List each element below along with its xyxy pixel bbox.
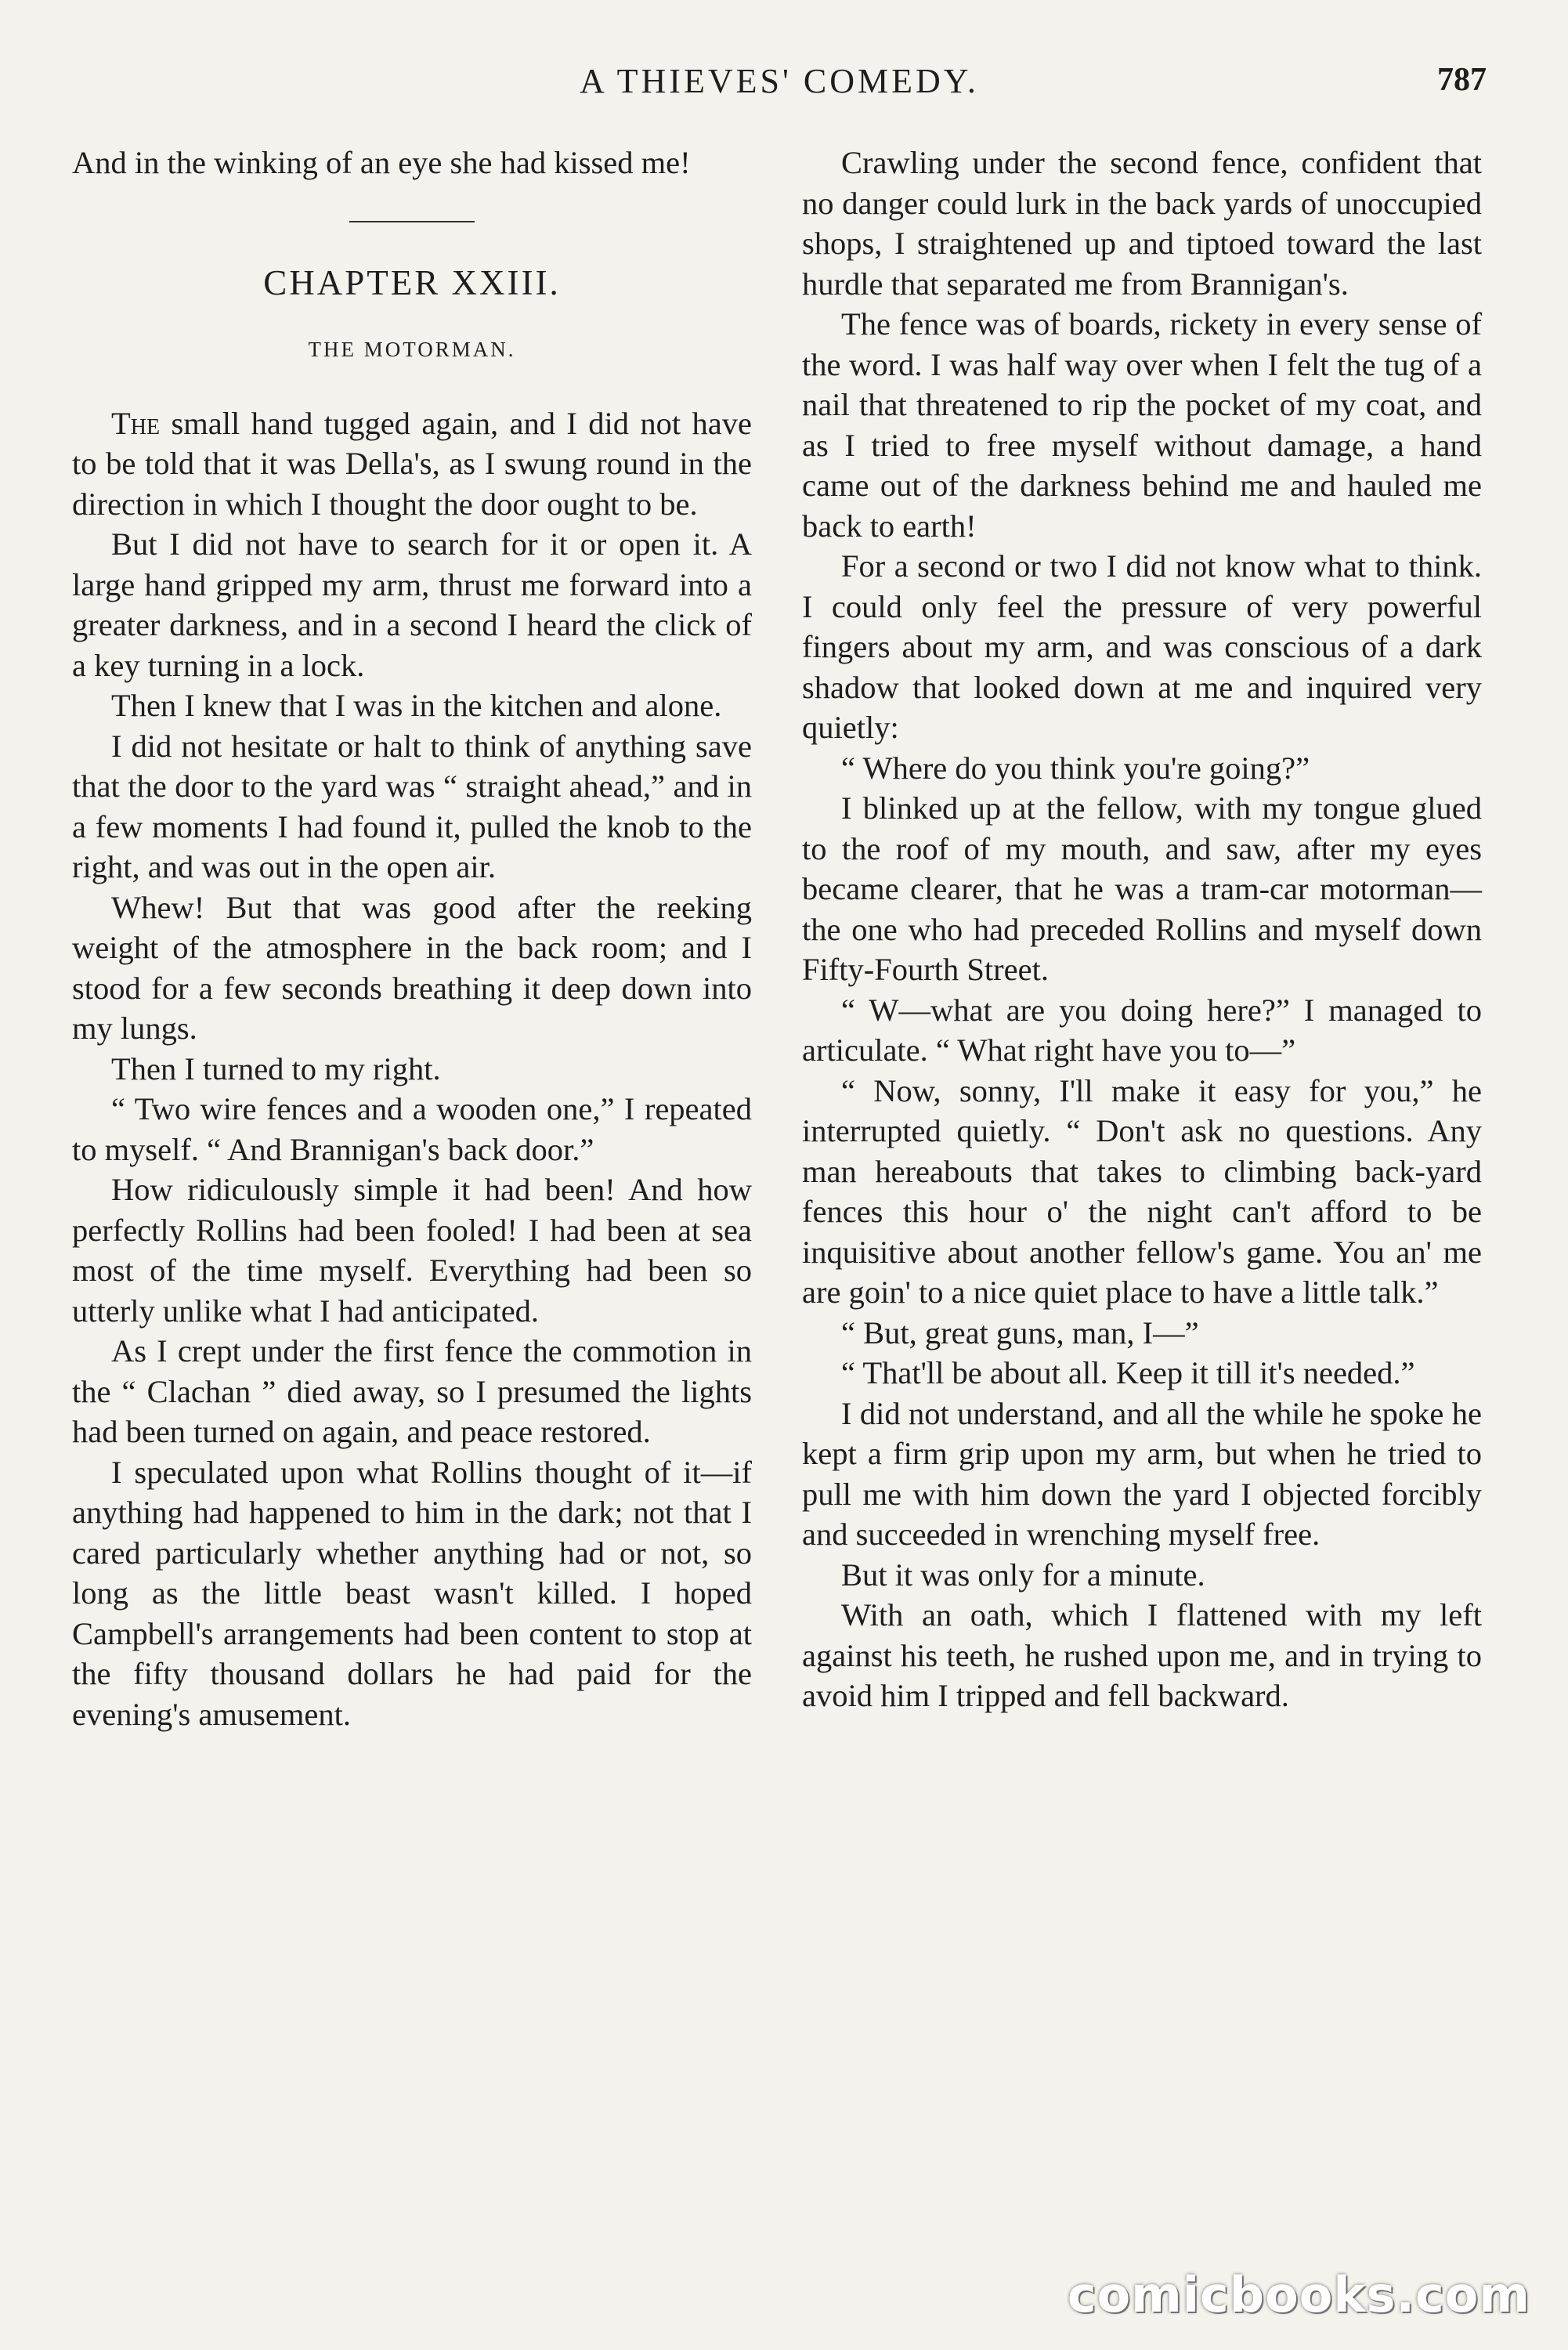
opening-word: The [111,405,161,441]
page-number: 787 [1437,62,1487,98]
paragraph: I speculated upon what Rollins thought of it—if anything had happened to him in the dark; not that I cared particularly whether anything had or not, so long as the little beast wasn't killed. I hoped Campbell's arrangements had been content to stop at the fifty thousand dollars he had paid for the evening's amusement. [72,1454,752,1732]
left-column [72,143,752,1734]
paragraph: But it was only for a minute. [841,1556,1205,1593]
chapter-opening-paragraph [72,403,752,525]
paragraph: As I crept under the first fence the commotion in the “ Clachan ” died away, so I presumed the lights had been turned on again, and peace restored. [72,1333,752,1449]
paragraph: And in the winking of an eye she had kissed me! [72,145,691,180]
paragraph: Then I knew that I was in the kitchen and alone. [111,688,722,723]
opening-paragraph-text: small hand tugged again, and I did not have to be told that it was Della's, as I swung round in the direction in which I thought the door ought to be. [72,405,752,522]
page-header [72,61,1487,116]
paragraph: I blinked up at the fellow, with my tongue glued to the roof of my mouth, and saw, after my eyes became clearer, that he was a tram-car motorman—the one who had preceded Rollins and myself down Fifty-Fourth Street. [802,790,1482,987]
paragraph: “ W—what are you doing here?” I managed to articulate. “ What right have you to—” [802,992,1482,1068]
running-title: A THIEVES' COMEDY. [580,62,979,100]
chapter-subtitle: THE MOTORMAN. [308,338,516,361]
paragraph: I did not understand, and all the while he spoke he kept a firm grip upon my arm, but when he tried to pull me with him down the yard I objected forcibly and succeeded in wrenching myself free. [802,1395,1482,1552]
paragraph: “ Two wire fences and a wooden one,” I repeated to myself. “ And Brannigan's back door.” [72,1091,752,1167]
paragraph: The fence was of boards, rickety in every sense of the word. I was half way over when I felt the tug of a nail that threatened to rip the pocket of my coat, and as I tried to free myself without damage, a hand came out of the darkness behind me and hauled me back to earth! [802,306,1482,544]
paragraph: “ That'll be about all. Keep it till it's needed.” [841,1355,1415,1390]
watermark: comicbooks.com [1067,2266,1530,2323]
paragraph: Whew! But that was good after the reeking weight of the atmosphere in the back room; and I stood for a few seconds breathing it deep down into my lungs. [72,889,752,1046]
paragraph: How ridiculously simple it had been! And how perfectly Rollins had been fooled! I had been at sea most of the time myself. Everything had been so utterly unlike what I had anticipated. [72,1172,752,1329]
paragraph: “ Where do you think you're going?” [841,750,1310,786]
paragraph: Then I turned to my right. [111,1050,441,1086]
paragraph: With an oath, which I flattened with my left against his teeth, he rushed upon me, and in trying to avoid him I tripped and fell backward. [802,1597,1482,1713]
paragraph: For a second or two I did not know what to think. I could only feel the pressure of very powerful fingers about my arm, and was conscious of a dark shadow that looked down at me and inquired very quietly: [802,548,1482,745]
right-column [802,143,1482,1716]
section-divider [349,221,475,222]
paragraph: I did not hesitate or halt to think of anything save that the door to the yard was “ straight ahead,” and in a few moments I had found it, pulled the knob to the right, and was out in the open air. [72,728,752,884]
paragraph: But I did not have to search for it or open it. A large hand gripped my arm, thrust me forward into a greater darkness, and in a second I heard the click of a key turning in a lock. [72,526,752,683]
chapter-title: CHAPTER XXIII. [263,262,561,302]
paragraph: Crawling under the second fence, confident that no danger could lurk in the back yards of unoccupied shops, I straightened up and tiptoed toward the last hurdle that separated me from Brannigan's. [802,145,1482,302]
paragraph: “ Now, sonny, I'll make it easy for you,” he interrupted quietly. “ Don't ask no questions. Any man hereabouts that takes to climbing back-yard fences this hour o' the night can't afford to be inquisitive about another fellow's game. You an' me are goin' to a nice quiet place to have a little talk.” [802,1072,1482,1310]
paragraph: “ But, great guns, man, I—” [841,1314,1199,1350]
